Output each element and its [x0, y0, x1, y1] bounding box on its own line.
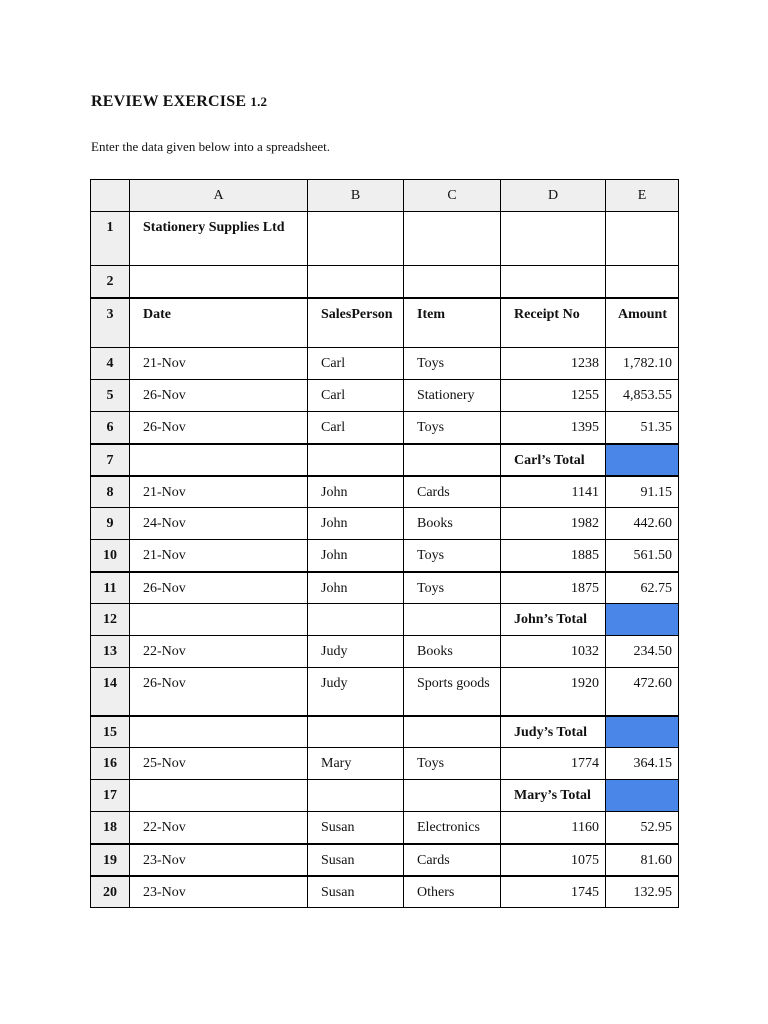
- cell-a: Stationery Supplies Ltd: [130, 212, 308, 266]
- table-row: [91, 412, 679, 444]
- table-row: [91, 508, 679, 540]
- cell-e: 81.60: [606, 844, 679, 876]
- table-row: [91, 476, 679, 508]
- table-row: [91, 298, 679, 348]
- cell-a: 22-Nov: [130, 636, 308, 668]
- cell-a: [130, 604, 308, 636]
- cell-c: [404, 212, 501, 266]
- row-number: 1: [91, 212, 130, 266]
- cell-c: Toys: [404, 348, 501, 380]
- cell-b: Susan: [308, 844, 404, 876]
- cell-c: Electronics: [404, 812, 501, 844]
- row-number: 4: [91, 348, 130, 380]
- cell-a: 25-Nov: [130, 748, 308, 780]
- cell-a: 23-Nov: [130, 844, 308, 876]
- cell-b: [308, 266, 404, 298]
- cell-b: Judy: [308, 636, 404, 668]
- row-number: 16: [91, 748, 130, 780]
- total-label: John’s Total: [501, 604, 606, 636]
- row-number: 6: [91, 412, 130, 444]
- cell-c: Cards: [404, 844, 501, 876]
- total-highlight-cell: [606, 716, 679, 748]
- corner-cell: [91, 180, 130, 212]
- total-label: Mary’s Total: [501, 780, 606, 812]
- cell-a: [130, 716, 308, 748]
- cell-e: 132.95: [606, 876, 679, 908]
- table-row: [91, 716, 679, 748]
- cell-b: John: [308, 476, 404, 508]
- cell-d: 1075: [501, 844, 606, 876]
- cell-a: [130, 444, 308, 476]
- cell-b: [308, 444, 404, 476]
- cell-a: 24-Nov: [130, 508, 308, 540]
- cell-a: 26-Nov: [130, 380, 308, 412]
- cell-e: 51.35: [606, 412, 679, 444]
- cell-c: Sports goods: [404, 668, 501, 716]
- cell-c: [404, 780, 501, 812]
- cell-d: 1885: [501, 540, 606, 572]
- cell-d: Receipt No: [501, 298, 606, 348]
- cell-c: Books: [404, 508, 501, 540]
- cell-a: 26-Nov: [130, 572, 308, 604]
- row-number: 17: [91, 780, 130, 812]
- row-number: 10: [91, 540, 130, 572]
- total-label: Judy’s Total: [501, 716, 606, 748]
- column-header-e: E: [606, 180, 679, 212]
- page-title: [91, 93, 267, 111]
- table-row: [91, 540, 679, 572]
- total-highlight-cell: [606, 444, 679, 476]
- column-header-b: B: [308, 180, 404, 212]
- cell-b: John: [308, 572, 404, 604]
- cell-c: Others: [404, 876, 501, 908]
- cell-c: [404, 444, 501, 476]
- cell-d: 1141: [501, 476, 606, 508]
- cell-c: Books: [404, 636, 501, 668]
- instructions-text: Enter the data given below into a spreadsheet.: [91, 139, 330, 154]
- cell-a: 26-Nov: [130, 668, 308, 716]
- column-header-d: D: [501, 180, 606, 212]
- cell-d: 1238: [501, 348, 606, 380]
- cell-c: [404, 716, 501, 748]
- cell-a: 21-Nov: [130, 476, 308, 508]
- row-number: 8: [91, 476, 130, 508]
- title-text: REVIEW EXERCISE: [91, 93, 251, 110]
- cell-a: [130, 780, 308, 812]
- cell-e: [606, 212, 679, 266]
- cell-b: [308, 716, 404, 748]
- cell-a: 26-Nov: [130, 412, 308, 444]
- cell-e: 234.50: [606, 636, 679, 668]
- cell-c: [404, 266, 501, 298]
- row-number: 14: [91, 668, 130, 716]
- total-label: Carl’s Total: [501, 444, 606, 476]
- cell-e: 561.50: [606, 540, 679, 572]
- cell-c: Cards: [404, 476, 501, 508]
- cell-d: 1875: [501, 572, 606, 604]
- cell-d: 1745: [501, 876, 606, 908]
- cell-a: 21-Nov: [130, 348, 308, 380]
- table-row: [91, 844, 679, 876]
- cell-e: 91.15: [606, 476, 679, 508]
- table-row: [91, 812, 679, 844]
- cell-a: Date: [130, 298, 308, 348]
- cell-b: [308, 780, 404, 812]
- cell-e: 472.60: [606, 668, 679, 716]
- cell-e: 1,782.10: [606, 348, 679, 380]
- table-row: [91, 876, 679, 908]
- cell-b: Carl: [308, 380, 404, 412]
- row-number: 15: [91, 716, 130, 748]
- spreadsheet-table: [90, 179, 679, 908]
- cell-e: 4,853.55: [606, 380, 679, 412]
- cell-c: Toys: [404, 572, 501, 604]
- cell-b: SalesPerson: [308, 298, 404, 348]
- cell-d: 1160: [501, 812, 606, 844]
- table-row: [91, 266, 679, 298]
- row-number: 12: [91, 604, 130, 636]
- cell-b: Judy: [308, 668, 404, 716]
- cell-e: 52.95: [606, 812, 679, 844]
- table-row: [91, 668, 679, 716]
- column-header-row: [91, 180, 679, 212]
- cell-e: 62.75: [606, 572, 679, 604]
- cell-d: [501, 212, 606, 266]
- row-number: 7: [91, 444, 130, 476]
- row-number: 11: [91, 572, 130, 604]
- table-row: [91, 380, 679, 412]
- cell-e: 442.60: [606, 508, 679, 540]
- cell-d: 1395: [501, 412, 606, 444]
- cell-d: 1774: [501, 748, 606, 780]
- total-highlight-cell: [606, 604, 679, 636]
- row-number: 5: [91, 380, 130, 412]
- cell-a: [130, 266, 308, 298]
- row-number: 13: [91, 636, 130, 668]
- row-number: 20: [91, 876, 130, 908]
- row-number: 3: [91, 298, 130, 348]
- title-number: 1.2: [250, 94, 268, 109]
- cell-e: Amount: [606, 298, 679, 348]
- table-row: [91, 572, 679, 604]
- table-row: [91, 444, 679, 476]
- table-row: [91, 212, 679, 266]
- cell-d: 1032: [501, 636, 606, 668]
- cell-c: Toys: [404, 748, 501, 780]
- column-header-a: A: [130, 180, 308, 212]
- cell-c: Item: [404, 298, 501, 348]
- total-highlight-cell: [606, 780, 679, 812]
- cell-b: John: [308, 508, 404, 540]
- cell-d: 1982: [501, 508, 606, 540]
- cell-c: Stationery: [404, 380, 501, 412]
- cell-c: [404, 604, 501, 636]
- table-row: [91, 604, 679, 636]
- cell-c: Toys: [404, 540, 501, 572]
- cell-a: 22-Nov: [130, 812, 308, 844]
- cell-b: Susan: [308, 876, 404, 908]
- table-row: [91, 636, 679, 668]
- row-number: 9: [91, 508, 130, 540]
- row-number: 2: [91, 266, 130, 298]
- row-number: 18: [91, 812, 130, 844]
- cell-d: 1255: [501, 380, 606, 412]
- table-row: [91, 748, 679, 780]
- row-number: 19: [91, 844, 130, 876]
- table-row: [91, 780, 679, 812]
- cell-e: [606, 266, 679, 298]
- column-header-c: C: [404, 180, 501, 212]
- cell-b: Carl: [308, 348, 404, 380]
- cell-a: 21-Nov: [130, 540, 308, 572]
- cell-b: [308, 604, 404, 636]
- cell-b: Carl: [308, 412, 404, 444]
- cell-b: John: [308, 540, 404, 572]
- cell-d: 1920: [501, 668, 606, 716]
- table-row: [91, 348, 679, 380]
- cell-d: [501, 266, 606, 298]
- cell-b: Mary: [308, 748, 404, 780]
- cell-a: 23-Nov: [130, 876, 308, 908]
- cell-b: Susan: [308, 812, 404, 844]
- cell-e: 364.15: [606, 748, 679, 780]
- cell-b: [308, 212, 404, 266]
- cell-c: Toys: [404, 412, 501, 444]
